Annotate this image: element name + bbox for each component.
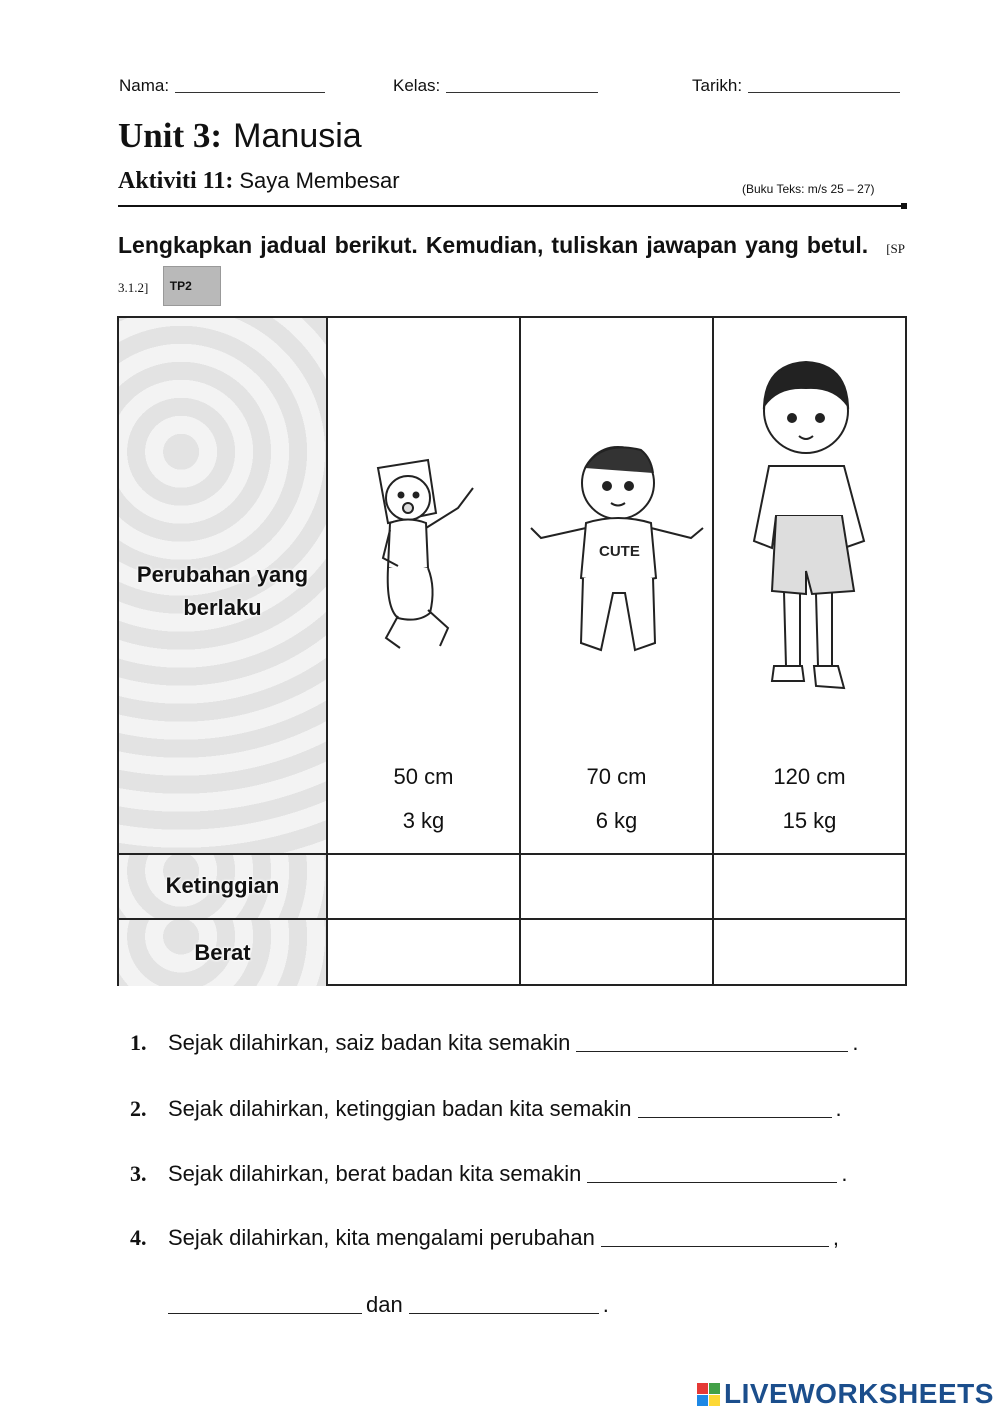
sp-code: [SP 3.1.2] [118, 241, 906, 296]
question-4 [130, 1225, 839, 1251]
question-4-text: Sejak dilahirkan, kita mengalami perubahan [168, 1225, 595, 1250]
question-4-answer-line-2[interactable] [168, 1313, 362, 1314]
label-height-cell [119, 855, 328, 920]
question-2 [130, 1096, 842, 1122]
question-1-answer-line[interactable] [576, 1051, 848, 1052]
question-1-end: . [852, 1030, 859, 1055]
unit-name: Manusia [233, 117, 362, 155]
toddler-weight: 6 kg [595, 808, 638, 833]
activity-title [118, 168, 400, 195]
tp-badge: TP2 [163, 266, 221, 306]
liveworksheets-icon [697, 1383, 720, 1406]
question-1-number: 1. [130, 1030, 147, 1055]
svg-text:CUTE: CUTE [599, 543, 640, 560]
toddler-height: 70 cm [586, 764, 647, 789]
answer-cell-height-3[interactable] [714, 855, 905, 920]
title-divider [118, 205, 905, 207]
question-3 [130, 1161, 847, 1187]
baby-height: 50 cm [393, 764, 454, 789]
nama-input-line[interactable] [175, 92, 325, 93]
kelas-label: Kelas: [393, 76, 441, 95]
book-reference: (Buku Teks: m/s 25 – 27) [742, 182, 875, 196]
figure-cell-boy [714, 318, 905, 855]
question-4-joiner: dan [366, 1292, 403, 1317]
figure-cell-baby [328, 318, 521, 855]
label-weight: Berat [194, 940, 251, 965]
answer-cell-height-1[interactable] [328, 855, 521, 920]
tarikh-label: Tarikh: [692, 76, 743, 95]
baby-illustration [328, 448, 521, 808]
boy-illustration [714, 336, 905, 746]
label-weight-cell [119, 920, 328, 986]
nama-label: Nama: [119, 76, 170, 95]
question-2-number: 2. [130, 1096, 147, 1121]
question-1-text: Sejak dilahirkan, saiz badan kita semakin [168, 1030, 571, 1055]
tarikh-input-line[interactable] [748, 92, 900, 93]
question-4-continuation [168, 1292, 609, 1318]
question-4-number: 4. [130, 1225, 147, 1250]
tarikh-field [692, 76, 900, 96]
label-changes-cell [119, 318, 328, 855]
toddler-illustration [521, 428, 714, 788]
answer-cell-weight-3[interactable] [714, 920, 905, 986]
label-changes: Perubahan yang berlaku [136, 562, 309, 620]
question-3-text: Sejak dilahirkan, berat badan kita semakin [168, 1161, 582, 1186]
nama-field [119, 76, 325, 96]
boy-height: 120 cm [773, 764, 846, 789]
question-2-end: . [835, 1096, 842, 1121]
instruction-text: Lengkapkan jadual berikut. Kemudian, tuliskan jawapan yang betul. [118, 232, 869, 258]
liveworksheets-logo [697, 1378, 994, 1410]
question-4-answer-line-1[interactable] [601, 1246, 829, 1247]
kelas-field [393, 76, 598, 96]
question-3-end: . [841, 1161, 848, 1186]
instruction [118, 228, 905, 306]
brand-name: LIVEWORKSHEETS [724, 1378, 994, 1409]
question-3-number: 3. [130, 1161, 147, 1186]
answer-cell-weight-2[interactable] [521, 920, 714, 986]
question-4-end: , [832, 1225, 839, 1250]
baby-weight: 3 kg [402, 808, 445, 833]
question-1 [130, 1030, 858, 1056]
label-height: Ketinggian [165, 873, 280, 898]
growth-table [117, 316, 907, 986]
activity-name: Saya Membesar [239, 168, 400, 193]
question-4-answer-line-3[interactable] [409, 1313, 599, 1314]
kelas-input-line[interactable] [446, 92, 598, 93]
question-2-text: Sejak dilahirkan, ketinggian badan kita semakin [168, 1096, 632, 1121]
question-2-answer-line[interactable] [638, 1117, 832, 1118]
figure-cell-toddler [521, 318, 714, 855]
question-4-final-end: . [602, 1292, 609, 1317]
answer-cell-height-2[interactable] [521, 855, 714, 920]
question-3-answer-line[interactable] [587, 1182, 837, 1183]
activity-prefix: Aktiviti 11: [118, 168, 234, 194]
answer-cell-weight-1[interactable] [328, 920, 521, 986]
boy-weight: 15 kg [782, 808, 837, 833]
unit-title [118, 116, 362, 156]
unit-prefix: Unit 3: [118, 116, 223, 155]
